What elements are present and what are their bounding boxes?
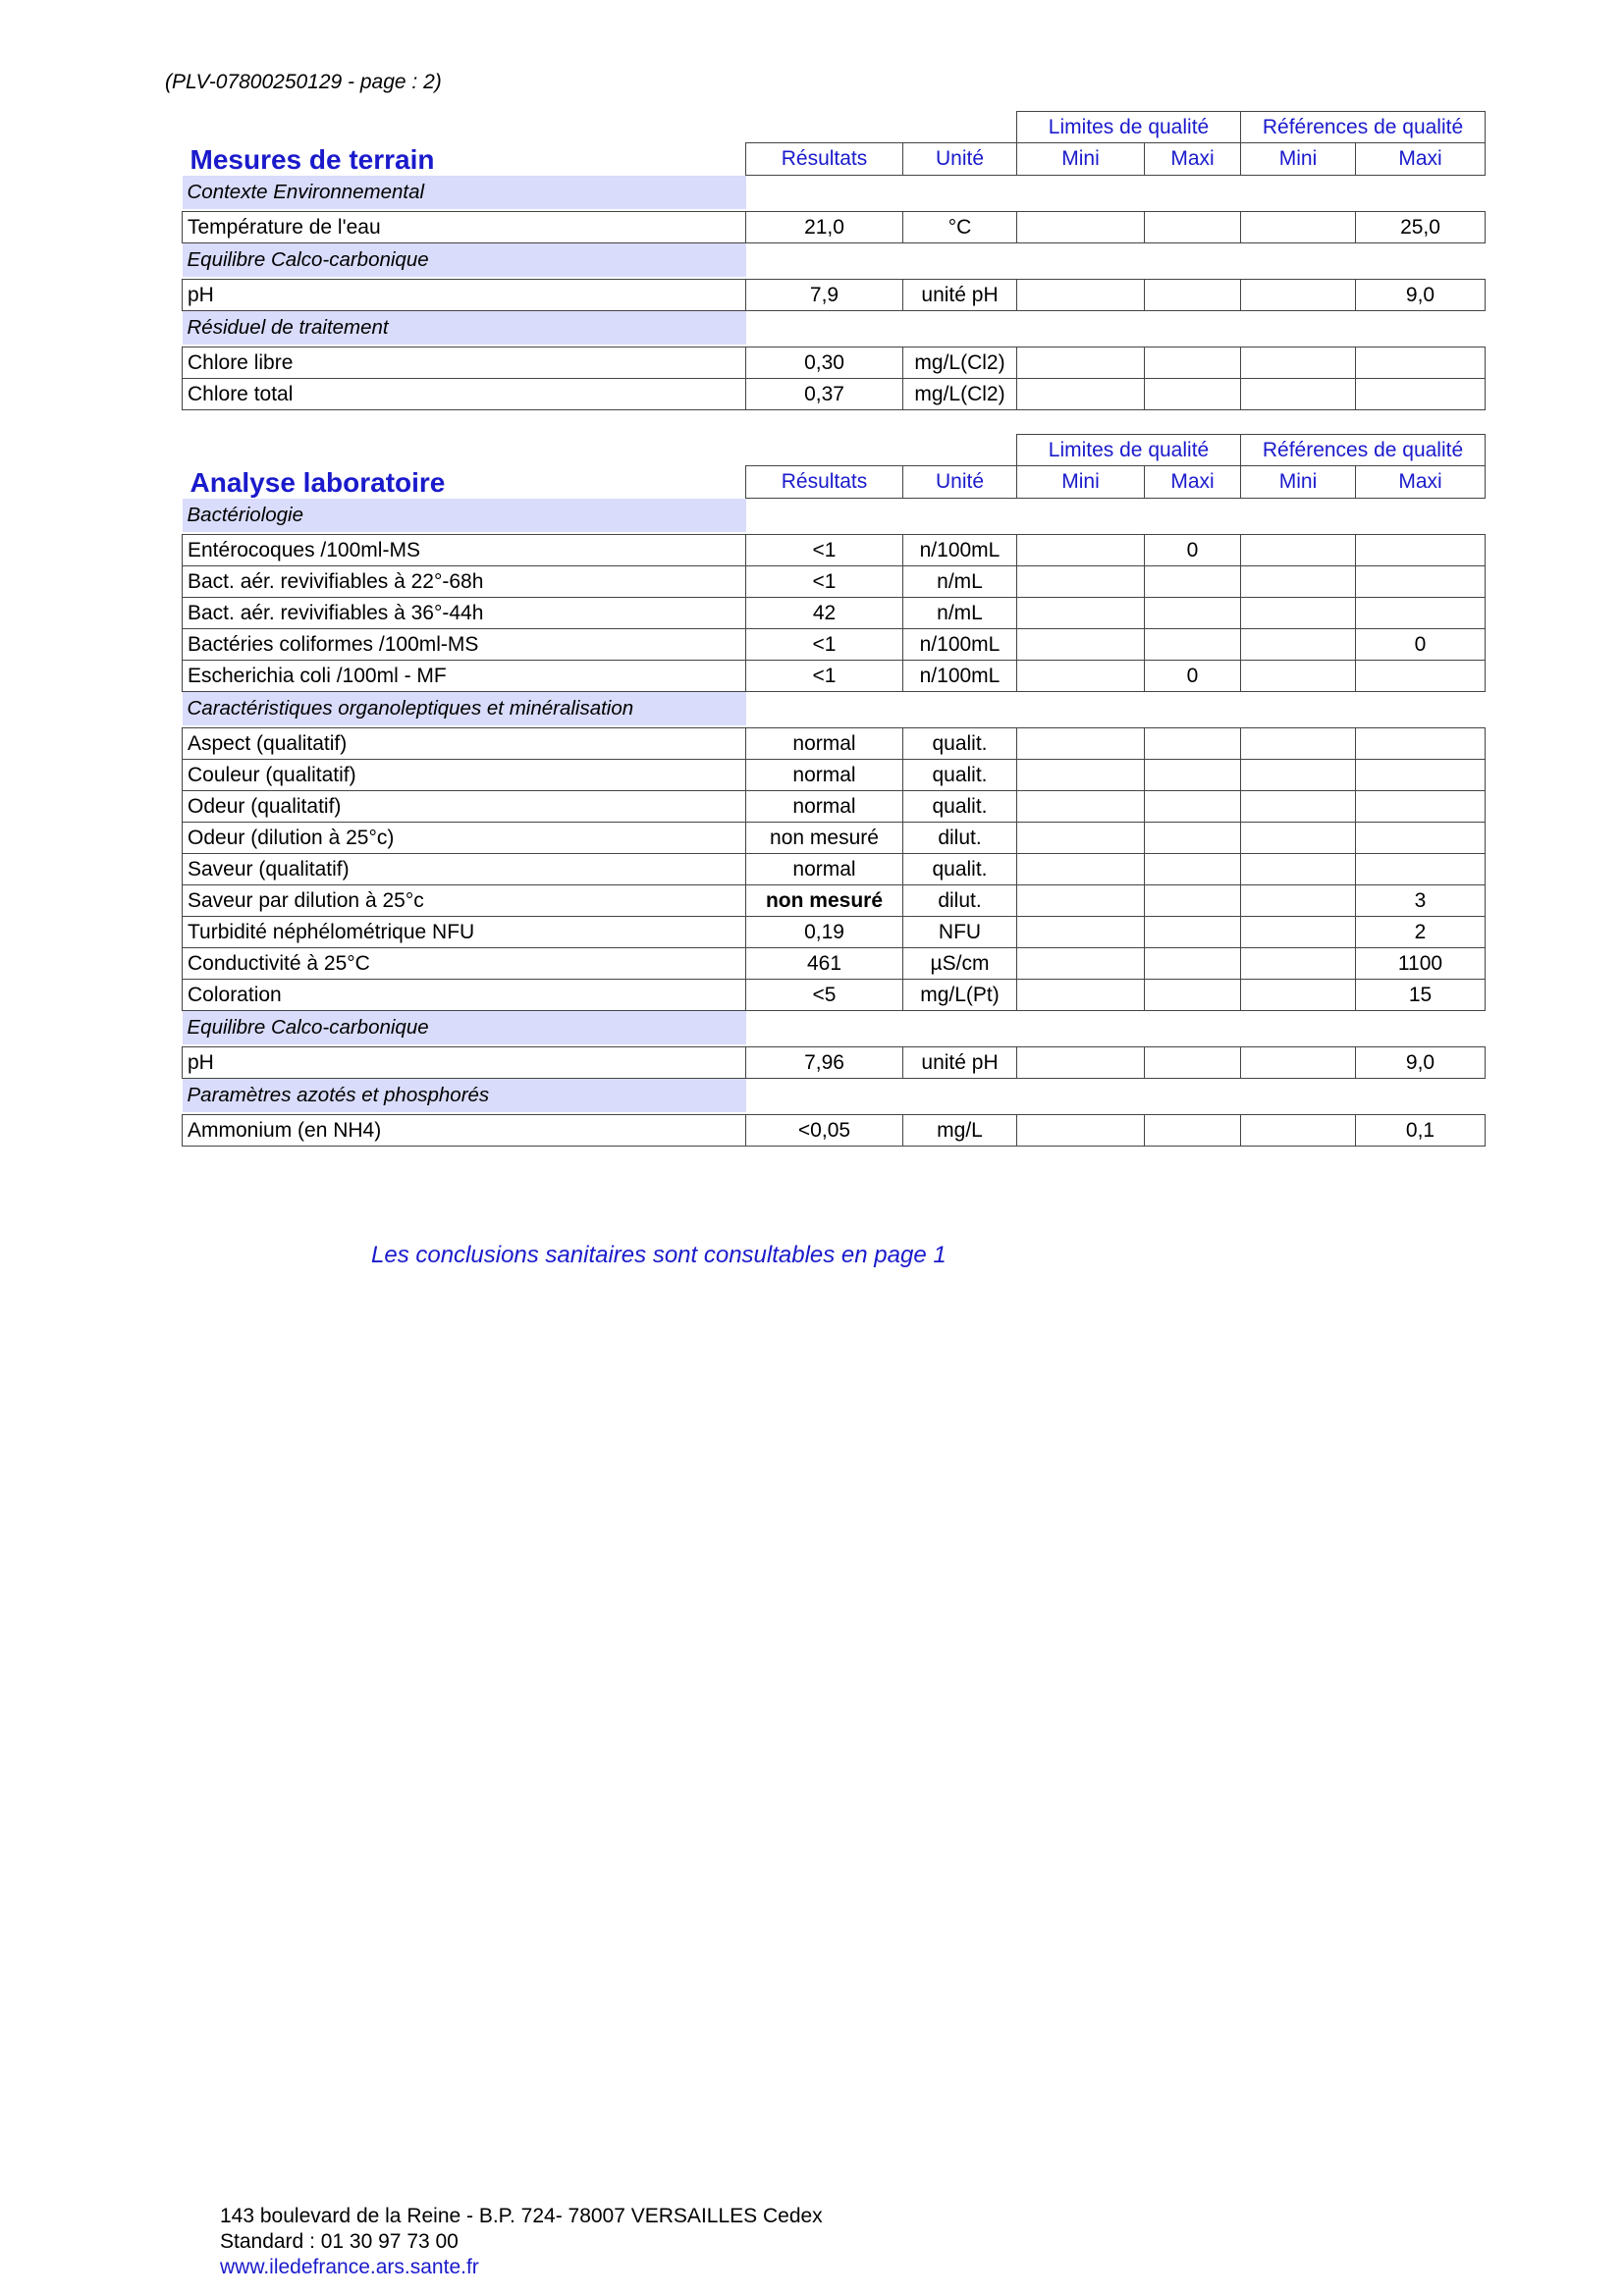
result-value: normal [746,728,903,760]
unit-value: dilut. [903,823,1017,854]
unit-value: °C [903,212,1017,243]
category-label: Equilibre Calco-carbonique [183,243,746,277]
result-value: 21,0 [746,212,903,243]
limit-min [1017,760,1145,791]
reference-min [1241,212,1356,243]
parameter-name: Chlore libre [183,347,746,379]
reference-min [1241,347,1356,379]
references-header: Références de qualité [1241,112,1486,143]
limit-min [1017,1047,1145,1079]
reference-max: 0 [1356,629,1486,661]
unit-value: unité pH [903,280,1017,311]
limit-min [1017,347,1145,379]
limit-max [1145,917,1241,948]
limit-max [1145,1115,1241,1147]
limit-max [1145,598,1241,629]
result-value: <1 [746,661,903,692]
table-row [183,212,1486,243]
reference-max [1356,791,1486,823]
conclusion-note: Les conclusions sanitaires sont consultables en page 1 [371,1242,947,1268]
parameter-name: Odeur (qualitatif) [183,791,746,823]
limit-max [1145,1047,1241,1079]
reference-max: 25,0 [1356,212,1486,243]
result-value: normal [746,791,903,823]
unit-value: qualit. [903,854,1017,885]
footer [220,2204,823,2280]
limit-max [1145,885,1241,917]
col-header-ref-mini: Mini [1241,466,1356,499]
reference-max [1356,854,1486,885]
unit-value: NFU [903,917,1017,948]
reference-max: 0,1 [1356,1115,1486,1147]
table-row [183,760,1486,791]
reference-max [1356,598,1486,629]
unit-value: qualit. [903,728,1017,760]
reference-max [1356,347,1486,379]
category-row [183,243,1486,277]
limit-min [1017,566,1145,598]
limit-min [1017,280,1145,311]
col-header-resultats: Résultats [746,143,903,176]
parameter-name: Bact. aér. revivifiables à 22°-68h [183,566,746,598]
parameter-name: Aspect (qualitatif) [183,728,746,760]
table-row [183,1047,1486,1079]
page-reference: (PLV-07800250129 - page : 2) [165,71,442,93]
limit-min [1017,379,1145,410]
reference-min [1241,629,1356,661]
unit-value: n/mL [903,598,1017,629]
table-row [183,566,1486,598]
reference-min [1241,280,1356,311]
reference-max [1356,566,1486,598]
category-row [183,692,1486,725]
limit-min [1017,791,1145,823]
parameter-name: Température de l'eau [183,212,746,243]
category-row [183,311,1486,345]
unit-value: mg/L(Pt) [903,980,1017,1011]
reference-max: 2 [1356,917,1486,948]
unit-value: qualit. [903,760,1017,791]
table-row [183,728,1486,760]
table-row [183,661,1486,692]
table-row [183,598,1486,629]
reference-min [1241,760,1356,791]
reference-min [1241,854,1356,885]
reference-max: 1100 [1356,948,1486,980]
section-mesures-terrain [182,111,1485,410]
limit-max [1145,980,1241,1011]
unit-value: n/100mL [903,661,1017,692]
table-row [183,823,1486,854]
limit-max: 0 [1145,535,1241,566]
limit-min [1017,980,1145,1011]
col-header-resultats: Résultats [746,466,903,499]
parameter-name: Bactéries coliformes /100ml-MS [183,629,746,661]
result-value: <1 [746,566,903,598]
result-value: 42 [746,598,903,629]
limites-header: Limites de qualité [1017,435,1241,466]
col-header-ref-maxi: Maxi [1356,143,1486,176]
table-row [183,980,1486,1011]
limit-max [1145,791,1241,823]
limit-min [1017,823,1145,854]
parameter-name: Bact. aér. revivifiables à 36°-44h [183,598,746,629]
limit-max [1145,347,1241,379]
footer-address: 143 boulevard de la Reine - B.P. 724- 78007 VERSAILLES Cedex [220,2205,823,2227]
parameter-name: Conductivité à 25°C [183,948,746,980]
table-row [183,885,1486,917]
limit-max [1145,212,1241,243]
col-header-unite: Unité [903,143,1017,176]
parameter-name: pH [183,1047,746,1079]
labo-body [183,499,1486,1147]
category-label: Bactériologie [183,499,746,532]
limit-max: 0 [1145,661,1241,692]
limit-min [1017,212,1145,243]
reference-min [1241,823,1356,854]
parameter-name: Escherichia coli /100ml - MF [183,661,746,692]
reference-max [1356,379,1486,410]
limit-max [1145,823,1241,854]
result-value: 0,30 [746,347,903,379]
parameter-name: Odeur (dilution à 25°c) [183,823,746,854]
limit-min [1017,854,1145,885]
result-value: <1 [746,629,903,661]
limit-min [1017,917,1145,948]
result-value: <0,05 [746,1115,903,1147]
result-value: <5 [746,980,903,1011]
unit-value: unité pH [903,1047,1017,1079]
table-row [183,280,1486,311]
result-value: non mesuré [746,885,903,917]
col-header-lim-mini: Mini [1017,143,1145,176]
reference-min [1241,535,1356,566]
reference-min [1241,948,1356,980]
col-header-unite: Unité [903,466,1017,499]
col-header-lim-maxi: Maxi [1145,143,1241,176]
table-row [183,854,1486,885]
result-value: 7,9 [746,280,903,311]
limit-max [1145,566,1241,598]
result-value: 461 [746,948,903,980]
limit-min [1017,629,1145,661]
unit-value: n/mL [903,566,1017,598]
references-header: Références de qualité [1241,435,1486,466]
category-label: Equilibre Calco-carbonique [183,1011,746,1044]
unit-value: n/100mL [903,535,1017,566]
category-row [183,1079,1486,1112]
col-header-ref-maxi: Maxi [1356,466,1486,499]
result-value: <1 [746,535,903,566]
reference-max: 9,0 [1356,280,1486,311]
unit-value: qualit. [903,791,1017,823]
limit-min [1017,598,1145,629]
unit-value: mg/L(Cl2) [903,379,1017,410]
category-label: Caractéristiques organoleptiques et minéralisation [183,692,746,725]
col-header-lim-maxi: Maxi [1145,466,1241,499]
reference-max [1356,535,1486,566]
col-header-lim-mini: Mini [1017,466,1145,499]
category-row [183,1011,1486,1044]
table-row [183,791,1486,823]
limit-min [1017,661,1145,692]
table-row [183,379,1486,410]
table-row [183,347,1486,379]
labo-table [182,434,1486,1147]
reference-min [1241,885,1356,917]
reference-min [1241,791,1356,823]
reference-min [1241,661,1356,692]
terrain-table [182,111,1486,410]
limit-min [1017,885,1145,917]
limit-min [1017,948,1145,980]
unit-value: µS/cm [903,948,1017,980]
limit-min [1017,728,1145,760]
table-row [183,1115,1486,1147]
parameter-name: pH [183,280,746,311]
reference-max: 15 [1356,980,1486,1011]
unit-value: dilut. [903,885,1017,917]
limit-max [1145,379,1241,410]
reference-min [1241,566,1356,598]
table-row [183,917,1486,948]
table-row [183,629,1486,661]
unit-value: mg/L [903,1115,1017,1147]
limit-max [1145,854,1241,885]
limit-max [1145,280,1241,311]
terrain-body [183,176,1486,410]
table-row [183,948,1486,980]
result-value: non mesuré [746,823,903,854]
parameter-name: Coloration [183,980,746,1011]
unit-value: n/100mL [903,629,1017,661]
reference-max: 9,0 [1356,1047,1486,1079]
reference-min [1241,379,1356,410]
limit-max [1145,948,1241,980]
limit-min [1017,1115,1145,1147]
category-row [183,176,1486,209]
result-value: 0,37 [746,379,903,410]
reference-min [1241,1047,1356,1079]
result-value: normal [746,760,903,791]
reference-min [1241,1115,1356,1147]
unit-value: mg/L(Cl2) [903,347,1017,379]
footer-phone: Standard : 01 30 97 73 00 [220,2230,459,2253]
table-row [183,535,1486,566]
limites-header: Limites de qualité [1017,112,1241,143]
reference-max [1356,760,1486,791]
parameter-name: Couleur (qualitatif) [183,760,746,791]
result-value: 0,19 [746,917,903,948]
footer-url[interactable]: www.iledefrance.ars.sante.fr [220,2256,479,2278]
limit-max [1145,629,1241,661]
reference-max: 3 [1356,885,1486,917]
parameter-name: Ammonium (en NH4) [183,1115,746,1147]
parameter-name: Chlore total [183,379,746,410]
limit-min [1017,535,1145,566]
result-value: 7,96 [746,1047,903,1079]
category-label: Contexte Environnemental [183,176,746,209]
reference-min [1241,980,1356,1011]
reference-max [1356,728,1486,760]
parameter-name: Saveur par dilution à 25°c [183,885,746,917]
reference-min [1241,598,1356,629]
result-value: normal [746,854,903,885]
parameter-name: Turbidité néphélométrique NFU [183,917,746,948]
section-title: Mesures de terrain [189,143,435,175]
parameter-name: Saveur (qualitatif) [183,854,746,885]
limit-max [1145,760,1241,791]
reference-min [1241,917,1356,948]
category-label: Paramètres azotés et phosphorés [183,1079,746,1112]
category-label: Résiduel de traitement [183,311,746,345]
col-header-ref-mini: Mini [1241,143,1356,176]
reference-max [1356,661,1486,692]
category-row [183,499,1486,532]
section-title: Analyse laboratoire [189,466,446,498]
reference-max [1356,823,1486,854]
section-analyse-laboratoire [182,434,1485,1147]
parameter-name: Entérocoques /100ml-MS [183,535,746,566]
limit-max [1145,728,1241,760]
reference-min [1241,728,1356,760]
